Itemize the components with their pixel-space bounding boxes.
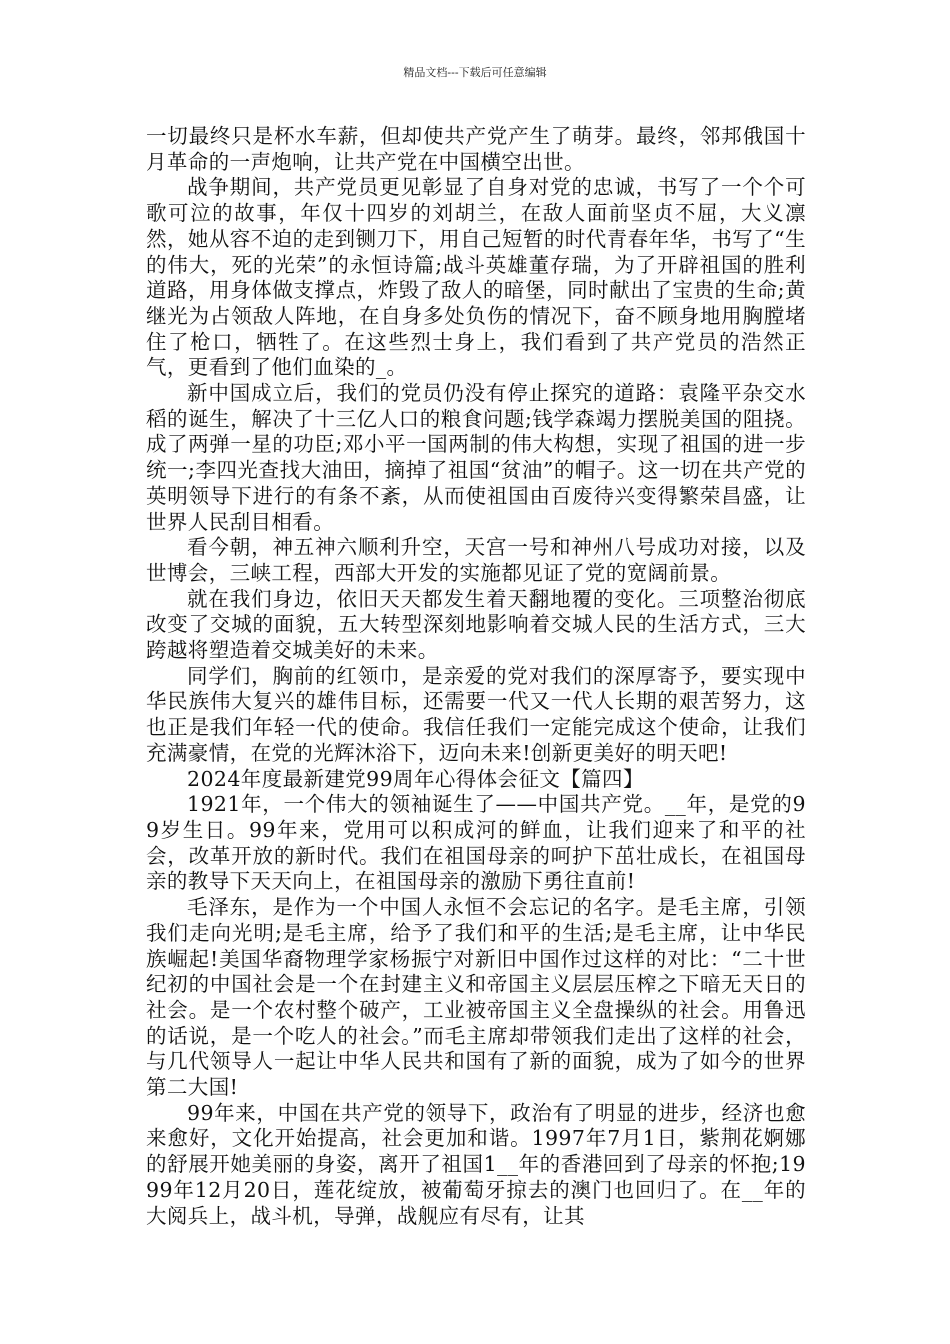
paragraph-9: 99年来，中国在共产党的领导下，政治有了明显的进步，经济也愈来愈好，文化开始提高，社会更加和谐。1997年7月1日，紫荆花婀娜的舒展开她美丽的身姿，离开了祖国1__年的香港回到了母亲的怀抱;1999年12月20日，莲花绽放，被葡萄牙掠去的澳门也回归了。在__年的大阅兵上，战斗机，导弹，战舰应有尽有，让其 (146, 1100, 806, 1228)
document-body (146, 124, 806, 1229)
page-header: 精品文档---下载后可任意编辑 (403, 66, 547, 79)
paragraph-7: 1921年，一个伟大的领袖诞生了——中国共产党。__年，是党的99岁生日。99年来，党用可以积成河的鲜血，让我们迎来了和平的社会，改革开放的新时代。我们在祖国母亲的呵护下茁壮成长，在祖国母亲的教导下天天向上，在祖国母亲的激励下勇往直前! (146, 792, 806, 894)
paragraph-8: 毛泽东，是作为一个中国人永恒不会忘记的名字。是毛主席，引领我们走向光明;是毛主席，给予了我们和平的生活;是毛主席，让中华民族崛起!美国华裔物理学家杨振宁对新旧中国作过这样的对比：“二十世纪初的中国社会是一个在封建主义和帝国主义层层压榨之下暗无天日的社会。是一个农村整个破产，工业被帝国主义全盘操纵的社会。用鲁迅的话说，是一个吃人的社会。”而毛主席却带领我们走出了这样的社会，与几代领导人一起让中华人民共和国有了新的面貌，成为了如今的世界第二大国! (146, 895, 806, 1100)
paragraph-1: 一切最终只是杯水车薪，但却使共产党产生了萌芽。最终，邻邦俄国十月革命的一声炮响，让共产党在中国横空出世。 (146, 124, 806, 174)
paragraph-4: 看今朝，神五神六顺利升空，天宫一号和神州八号成功对接，以及世博会，三峡工程，西部大开发的实施都见证了党的宽阔前景。 (146, 535, 806, 585)
paragraph-3: 新中国成立后，我们的党员仍没有停止探究的道路：袁隆平杂交水稻的诞生，解决了十三亿人口的粮食问题;钱学森竭力摆脱美国的阻挠。成了两弹一星的功臣;邓小平一国两制的伟大构想，实现了祖国的进一步统一;李四光查找大油田，摘掉了祖国“贫油”的帽子。这一切在共产党的英明领导下进行的有条不紊，从而使祖国由百废待兴变得繁荣昌盛，让世界人民刮目相看。 (146, 381, 806, 534)
section-heading: 2024年度最新建党99周年心得体会征文【篇四】 (187, 766, 644, 791)
paragraph-5: 就在我们身边，依旧天天都发生着天翻地覆的变化。三项整治彻底改变了交城的面貌，五大转型深刻地影响着交城人民的生活方式，三大跨越将塑造着交城美好的未来。 (146, 586, 806, 663)
paragraph-2: 战争期间，共产党员更见彰显了自身对党的忠诚，书写了一个个可歌可泣的故事，年仅十四岁的刘胡兰，在敌人面前坚贞不屈，大义凛然，她从容不迫的走到铡刀下，用自己短暂的时代青春年华，书写了“生的伟大，死的光荣”的永恒诗篇;战斗英雄董存瑞，为了开辟祖国的胜利道路，用身体做支撑点，炸毁了敌人的暗堡，同时献出了宝贵的生命;黄继光为占领敌人阵地，在自身多处负伤的情况下，奋不顾身地用胸膛堵住了枪口，牺牲了。在这些烈士身上，我们看到了共产党员的浩然正气，更看到了他们血染的_。 (146, 175, 806, 380)
paragraph-6: 同学们，胸前的红领巾，是亲爱的党对我们的深厚寄予，要实现中华民族伟大复兴的雄伟目标，还需要一代又一代人长期的艰苦努力，这也正是我们年轻一代的使命。我信任我们一定能完成这个使命，让我们充满豪情，在党的光辉沐浴下，迈向未来!创新更美好的明天吧! (146, 663, 806, 765)
